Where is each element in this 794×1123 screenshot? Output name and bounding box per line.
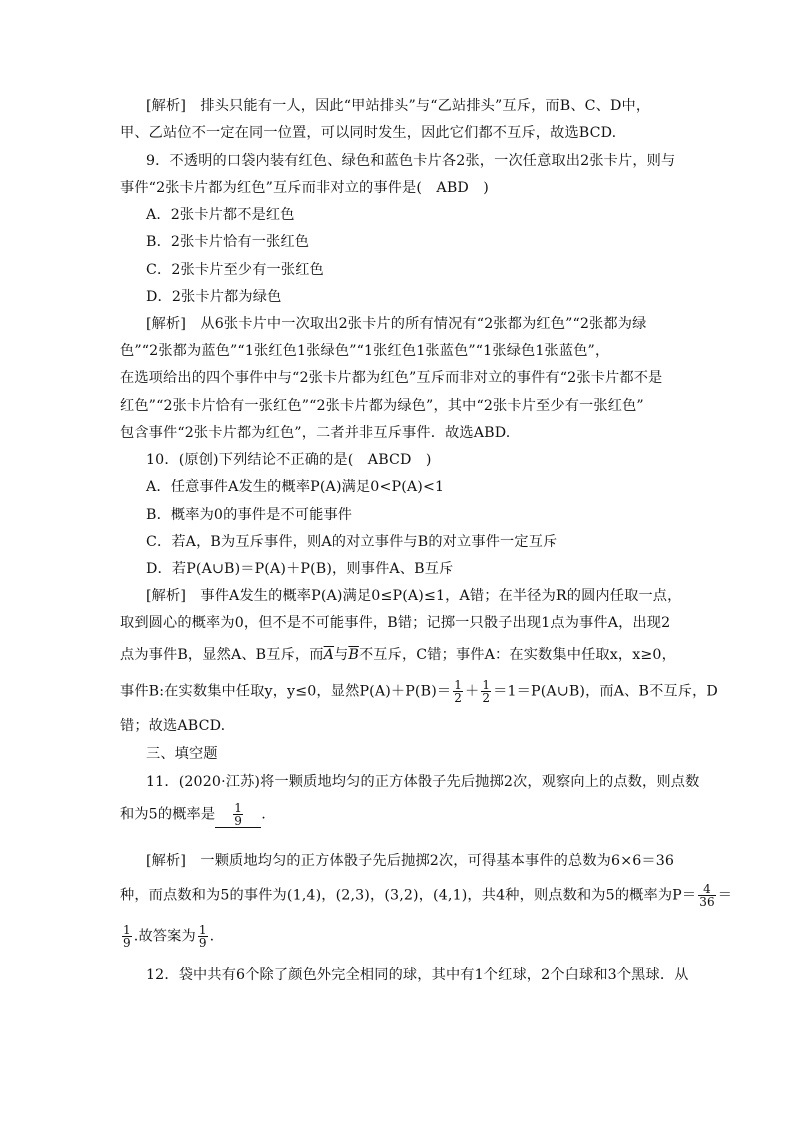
solution-10-line-2: 取到圆心的概率为0，但不是不可能事件，B错；记掷一只骰子出现1点为事件A，出现2 — [120, 615, 671, 631]
answer-blank — [215, 802, 261, 828]
question-11-line-2 — [120, 802, 680, 828]
solution-11-line-3-part-a: .故答案为 — [133, 928, 196, 945]
section-heading-fill-in: 三、填空题 — [146, 746, 218, 762]
question-9-line-2: 事件“2张卡片都为红色”互斥而非对立的事件是( ABD ) — [120, 180, 489, 196]
fraction-four-thirtysixths — [698, 883, 716, 908]
question-10-option-c: C．若A，B为互斥事件，则A的对立事件与B的对立事件一定互斥 — [146, 534, 558, 550]
question-10-option-d: D．若P(A∪B)＝P(A)＋P(B)，则事件A、B互斥 — [146, 561, 454, 577]
question-9-line-1: 9．不透明的口袋内装有红色、绿色和蓝色卡片各2张，一次任意取出2张卡片，则与 — [146, 153, 676, 169]
question-9-option-a: A．2张卡片都不是红色 — [146, 207, 295, 223]
question-11-line-2-part-a: 和为5的概率是 — [120, 806, 216, 823]
answer-fraction — [233, 802, 243, 827]
solution-10-line-3-part-a: 点为事件B，显然A、B互斥，而 — [120, 647, 324, 663]
question-11-line-2-part-b: . — [261, 806, 266, 823]
plus-sign: ＋ — [465, 683, 480, 700]
solution-9-line-4: 红色”“2张卡片恰有一张红色”“2张卡片都为绿色”，其中“2张卡片至少有一张红色” — [120, 398, 644, 414]
solution-9-line-3: 在选项给出的四个事件中与“2张卡片都为红色”互斥而非对立的事件有“2张卡片都不是 — [120, 370, 663, 386]
complement-a: $\overline{A}$ — [323, 647, 335, 663]
solution-10-line-4-part-a: 事件B:在实数集中任取y，y≤0，显然P(A)＋P(B)＝ — [120, 683, 452, 700]
fraction-numerator: 1 — [198, 923, 207, 937]
solution-10-line-4 — [120, 678, 718, 705]
fraction-denominator: 9 — [123, 936, 131, 950]
solution-11-line-2-part-b: ＝ — [717, 887, 733, 904]
fraction-numerator: 1 — [482, 678, 491, 692]
question-10-option-a: A．任意事件A发生的概率P(A)满足0<P(A)<1 — [146, 479, 445, 495]
solution-11-line-2 — [120, 882, 733, 909]
solution-11-line-3-part-b: . — [209, 928, 215, 945]
fraction-denominator: 2 — [482, 691, 491, 705]
fraction-one-ninth-1 — [122, 924, 132, 949]
fraction-one-half-1 — [453, 679, 463, 704]
question-11-line-1: 11．(2020·江苏)将一颗质地均匀的正方体骰子先后抛掷2次，观察向上的点数，则点数 — [146, 774, 700, 790]
solution-11-line-2-part-a: 种，而点数和为5的事件为(1,4)，(2,3)，(3,2)，(4,1)，共4种，则点数和为5的概率为P＝ — [120, 887, 697, 904]
solution-9-line-1: [解析] 从6张卡片中一次取出2张卡片的所有情况有“2张都为红色”“2张都为绿 — [146, 316, 647, 332]
fraction-one-half-2 — [481, 679, 491, 704]
fraction-denominator: 9 — [234, 814, 243, 828]
solution-10-line-3-part-e: 不互斥，C错；事件A：在实数集中任取x，x≥0， — [358, 647, 676, 663]
question-10: 10．(原创)下列结论不正确的是( ABCD ) — [146, 452, 432, 468]
fraction-denominator: 9 — [198, 936, 207, 950]
solution-10-line-3 — [120, 646, 680, 664]
fraction-one-ninth-2 — [198, 924, 208, 949]
complement-b: $\overline{B}$ — [348, 647, 359, 663]
fraction-numerator: 4 — [698, 883, 716, 896]
fraction-numerator: 1 — [234, 801, 243, 815]
solution-11-line-3 — [120, 924, 680, 949]
solution-8-line-2: 甲、乙站位不一定在同一位置，可以同时发生，因此它们都不互斥，故选BCD. — [120, 125, 617, 141]
fraction-denominator: 2 — [454, 691, 463, 705]
fraction-denominator: 36 — [699, 895, 715, 909]
solution-10-line-4-part-b: ＝1＝P(A∪B)，而A、B不互斥，D — [493, 683, 718, 700]
fraction-numerator: 1 — [454, 678, 463, 692]
solution-8-line-1: [解析] 排头只能有一人，因此“甲站排头”与“乙站排头”互斥，而B、C、D中， — [146, 98, 651, 114]
question-9-option-c: C．2张卡片至少有一张红色 — [146, 262, 324, 278]
question-9-option-d: D．2张卡片都为绿色 — [146, 289, 282, 305]
solution-10-line-3-part-c: 与 — [334, 647, 349, 663]
question-10-option-b: B．概率为0的事件是不可能事件 — [146, 507, 353, 523]
solution-10-line-1: [解析] 事件A发生的概率P(A)满足0≤P(A)≤1，A错；在半径为R的圆内任取一点， — [146, 588, 682, 604]
solution-11-line-1: [解析] 一颗质地均匀的正方体骰子先后抛掷2次，可得基本事件的总数为6×6＝36 — [146, 853, 675, 869]
fraction-numerator: 1 — [123, 923, 131, 937]
solution-9-line-5: 包含事件“2张卡片都为红色”，二者并非互斥事件．故选ABD. — [120, 425, 511, 441]
question-12-line-1: 12．袋中共有6个除了颜色外完全相同的球，其中有1个红球，2个白球和3个黑球．从 — [146, 967, 689, 983]
solution-9-line-2: 色”“2张都为蓝色”“1张红色1张绿色”“1张红色1张蓝色”“1张绿色1张蓝色”， — [120, 343, 610, 359]
solution-10-line-5: 错；故选ABCD. — [120, 718, 226, 734]
question-9-option-b: B．2张卡片恰有一张红色 — [146, 234, 310, 250]
